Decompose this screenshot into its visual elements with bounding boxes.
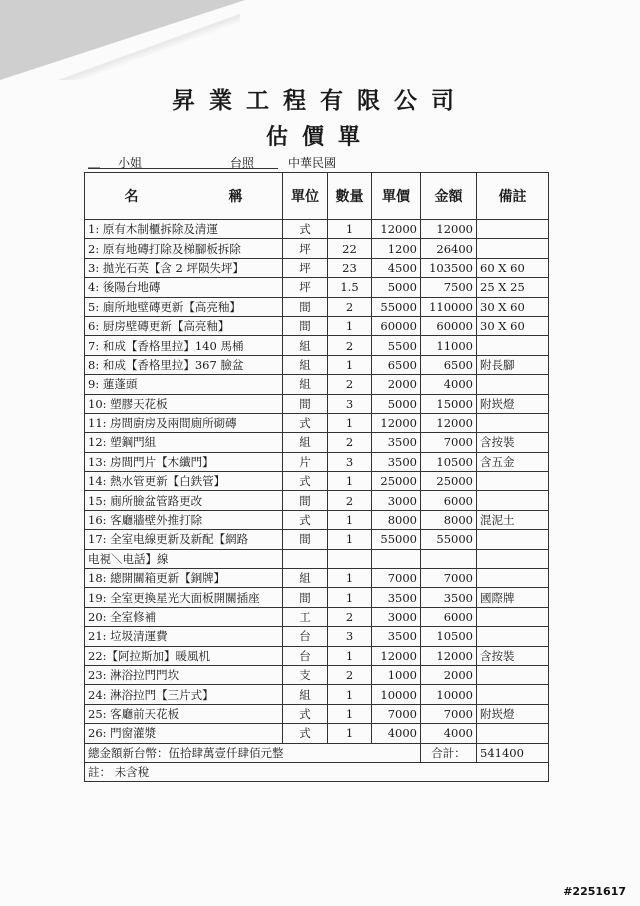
greeting-text: 台照 [230,156,255,170]
cell-name: 23: 淋浴拉門門坎 [85,665,283,684]
cell-note [477,607,549,626]
cell-unit: 片 [283,452,328,471]
cell-unit: 間 [283,491,328,510]
cell-note: 附長腳 [477,355,549,374]
header-amount: 金額 [421,173,477,220]
cell-qty: 1 [328,510,372,529]
cell-name: 12: 塑鋼門組 [85,433,283,452]
cell-name: 11: 房間廚房及兩間廁所砌磚 [85,413,283,432]
cell-price: 3500 [372,588,421,607]
cell-amount: 110000 [421,297,477,316]
cell-price: 3000 [372,491,421,510]
cell-unit: 間 [283,394,328,413]
table-row [85,413,549,432]
cell-qty: 2 [328,297,372,316]
cell-amount: 103500 [421,258,477,277]
cell-unit: 式 [283,724,328,743]
cell-name: 3: 拋光石英【含 2 坪陨失坪】 [85,258,283,277]
table-row [85,375,549,394]
cell-note [477,685,549,704]
cell-qty: 2 [328,607,372,626]
cell-qty: 1 [328,530,372,549]
table-row [85,588,549,607]
cell-qty: 2 [328,665,372,684]
cell-unit: 式 [283,472,328,491]
cell-price: 12000 [372,413,421,432]
cell-name: 25: 客廳前天花板 [85,704,283,723]
cell-name: 19: 全室更換星光大面板開關插座 [85,588,283,607]
cell-qty: 2 [328,491,372,510]
cell-qty: 1 [328,413,372,432]
cell-qty [328,549,372,568]
cell-note [477,530,549,549]
cell-qty: 1 [328,704,372,723]
cell-price: 8000 [372,510,421,529]
cell-note [477,549,549,568]
cell-unit: 式 [283,220,328,239]
cell-name: 8: 和成【香格里拉】367 臉盆 [85,355,283,374]
cell-unit: 組 [283,375,328,394]
cell-name: 15: 廁所臉盆管路更改 [85,491,283,510]
cell-note: 含按裝 [477,433,549,452]
table-row [85,355,549,374]
cell-note [477,239,549,258]
cell-amount: 26400 [421,239,477,258]
cell-price: 1200 [372,239,421,258]
cell-note [477,472,549,491]
cell-qty: 1 [328,220,372,239]
table-row [85,278,549,297]
company-name: 昇業工程有限公司 [172,87,468,114]
cell-qty: 1 [328,724,372,743]
cell-price: 10000 [372,685,421,704]
cell-amount: 12000 [421,413,477,432]
cell-price: 1000 [372,665,421,684]
cell-note: 附崁燈 [477,704,549,723]
header-name-part2: 稱 [228,189,243,205]
table-row [85,665,549,684]
cell-name: 17: 全室电線更新及新配【網路 [85,530,283,549]
cell-unit [283,549,328,568]
cell-unit: 組 [283,433,328,452]
cell-amount: 3500 [421,588,477,607]
cell-price: 5500 [372,336,421,355]
cell-price: 25000 [372,472,421,491]
cell-name: 4: 後陽台地磚 [85,278,283,297]
cell-note: 國際牌 [477,588,549,607]
cell-note: 含按裝 [477,646,549,665]
cell-note [477,413,549,432]
cell-name: 2: 原有地磚打除及梯腳板拆除 [85,239,283,258]
cell-qty: 3 [328,452,372,471]
cell-note [477,491,549,510]
cell-amount: 4000 [421,375,477,394]
table-row [85,724,549,743]
cell-name: 26: 門窗灌漿 [85,724,283,743]
cell-name: 10: 塑膠天花板 [85,394,283,413]
cell-price: 2000 [372,375,421,394]
table-header-row [85,173,549,220]
cell-qty: 2 [328,375,372,394]
cell-amount: 7000 [421,569,477,588]
table-row [85,394,549,413]
total-row [85,743,549,762]
table-body [85,220,549,744]
total-value: 541400 [477,743,549,762]
cell-note: 含五金 [477,452,549,471]
cell-note: 30 X 60 [477,297,549,316]
cell-amount: 11000 [421,336,477,355]
total-in-words: 總金額新台幣：伍拾肆萬壹仟肆佰元整 [85,743,421,762]
cell-price: 3500 [372,452,421,471]
cell-qty: 2 [328,336,372,355]
cell-amount: 6000 [421,607,477,626]
table-row [85,607,549,626]
cell-qty: 1 [328,646,372,665]
cell-name: 13: 房間門片【木纖門】 [85,452,283,471]
table-row [85,433,549,452]
cell-amount: 12000 [421,220,477,239]
cell-amount [421,549,477,568]
table-row [85,297,549,316]
addressee-title: 小姐 [118,156,143,170]
table-row [85,685,549,704]
cell-unit: 間 [283,588,328,607]
header-name [85,173,283,220]
cell-price: 5000 [372,278,421,297]
cell-amount: 6500 [421,355,477,374]
table-row [85,549,549,568]
cell-amount: 25000 [421,472,477,491]
cell-unit: 組 [283,685,328,704]
watermark-id: #2251617 [563,885,626,898]
cell-amount: 55000 [421,530,477,549]
cell-amount: 8000 [421,510,477,529]
header-price: 單價 [372,173,421,220]
cell-price: 5000 [372,394,421,413]
table-row [85,472,549,491]
cell-unit: 坪 [283,258,328,277]
cell-note [477,569,549,588]
cell-amount: 10500 [421,452,477,471]
table-row [85,491,549,510]
cell-name: 7: 和成【香格里拉】140 馬桶 [85,336,283,355]
cell-qty: 1.5 [328,278,372,297]
table-row [85,336,549,355]
cell-unit: 支 [283,665,328,684]
cell-amount: 7500 [421,278,477,297]
cell-unit: 間 [283,316,328,335]
cell-note: 25 X 25 [477,278,549,297]
cell-price: 12000 [372,646,421,665]
header-unit: 單位 [283,173,328,220]
cell-price: 4000 [372,724,421,743]
addressee-line [88,154,548,172]
cell-name: 21: 垃圾清運費 [85,627,283,646]
header-name-part1: 名 [124,189,139,205]
cell-qty: 3 [328,627,372,646]
header-note: 備註 [477,173,549,220]
cell-price: 55000 [372,297,421,316]
table-row [85,316,549,335]
cell-amount: 4000 [421,724,477,743]
table-row [85,530,549,549]
cell-unit: 式 [283,704,328,723]
cell-name: 24: 淋浴拉門【三片式】 [85,685,283,704]
cell-price: 12000 [372,220,421,239]
table-row [85,646,549,665]
table-row [85,258,549,277]
cell-price: 4500 [372,258,421,277]
cell-qty: 1 [328,588,372,607]
table-row [85,510,549,529]
cell-name: 18: 總開關箱更新【銅牌】 [85,569,283,588]
cell-unit: 工 [283,607,328,626]
cell-name: 20: 全室修補 [85,607,283,626]
cell-price: 7000 [372,704,421,723]
estimate-table [84,172,549,782]
cell-name: 9: 蓮蓬頭 [85,375,283,394]
cell-qty: 1 [328,316,372,335]
cell-qty: 3 [328,394,372,413]
total-label: 合計： [421,743,477,762]
table-row [85,239,549,258]
cell-price: 7000 [372,569,421,588]
addressee-blank: __ [88,154,100,168]
cell-note: 30 X 60 [477,316,549,335]
cell-price: 55000 [372,530,421,549]
cell-note [477,375,549,394]
cell-unit: 式 [283,413,328,432]
date-era: 中華民國 [288,156,337,170]
cell-name: 16: 客廳牆壁外推打除 [85,510,283,529]
cell-qty: 1 [328,472,372,491]
cell-price [372,549,421,568]
cell-unit: 坪 [283,278,328,297]
cell-price: 3500 [372,433,421,452]
cell-note [477,627,549,646]
cell-price: 60000 [372,316,421,335]
cell-note [477,665,549,684]
cell-unit: 台 [283,646,328,665]
folded-corner-shadow [0,0,240,80]
cell-unit: 坪 [283,239,328,258]
cell-amount: 15000 [421,394,477,413]
cell-qty: 1 [328,355,372,374]
cell-qty: 23 [328,258,372,277]
header-qty: 數量 [328,173,372,220]
cell-price: 3000 [372,607,421,626]
cell-note [477,220,549,239]
cell-amount: 6000 [421,491,477,510]
cell-unit: 組 [283,569,328,588]
footnote: 註： 未含稅 [85,762,549,781]
cell-name: 电視＼电話】線 [85,549,283,568]
cell-price: 6500 [372,355,421,374]
cell-price: 3500 [372,627,421,646]
cell-unit: 式 [283,510,328,529]
cell-qty: 2 [328,433,372,452]
cell-name: 14: 熱水管更新【白鉄管】 [85,472,283,491]
cell-note: 附崁燈 [477,394,549,413]
cell-qty: 22 [328,239,372,258]
table-row [85,452,549,471]
cell-unit: 台 [283,627,328,646]
table-row [85,627,549,646]
cell-name: 6: 厨房壁磚更新【高亮釉】 [85,316,283,335]
table-row [85,220,549,239]
cell-name: 5: 廁所地壁磚更新【高亮釉】 [85,297,283,316]
cell-note [477,724,549,743]
cell-name: 1: 原有木制櫃拆除及清運 [85,220,283,239]
cell-amount: 7000 [421,433,477,452]
cell-name: 22:【阿拉斯加】暖風机 [85,646,283,665]
cell-note: 混泥土 [477,510,549,529]
cell-amount: 7000 [421,704,477,723]
table-row [85,569,549,588]
cell-amount: 10500 [421,627,477,646]
document-title: 估價單 [265,124,374,150]
cell-note [477,336,549,355]
cell-amount: 2000 [421,665,477,684]
table-row [85,704,549,723]
cell-amount: 60000 [421,316,477,335]
cell-unit: 間 [283,530,328,549]
cell-unit: 組 [283,336,328,355]
cell-unit: 間 [283,297,328,316]
cell-amount: 10000 [421,685,477,704]
cell-qty: 1 [328,569,372,588]
footnote-row [85,762,549,781]
cell-unit: 組 [283,355,328,374]
cell-qty: 1 [328,685,372,704]
cell-note: 60 X 60 [477,258,549,277]
cell-amount: 12000 [421,646,477,665]
